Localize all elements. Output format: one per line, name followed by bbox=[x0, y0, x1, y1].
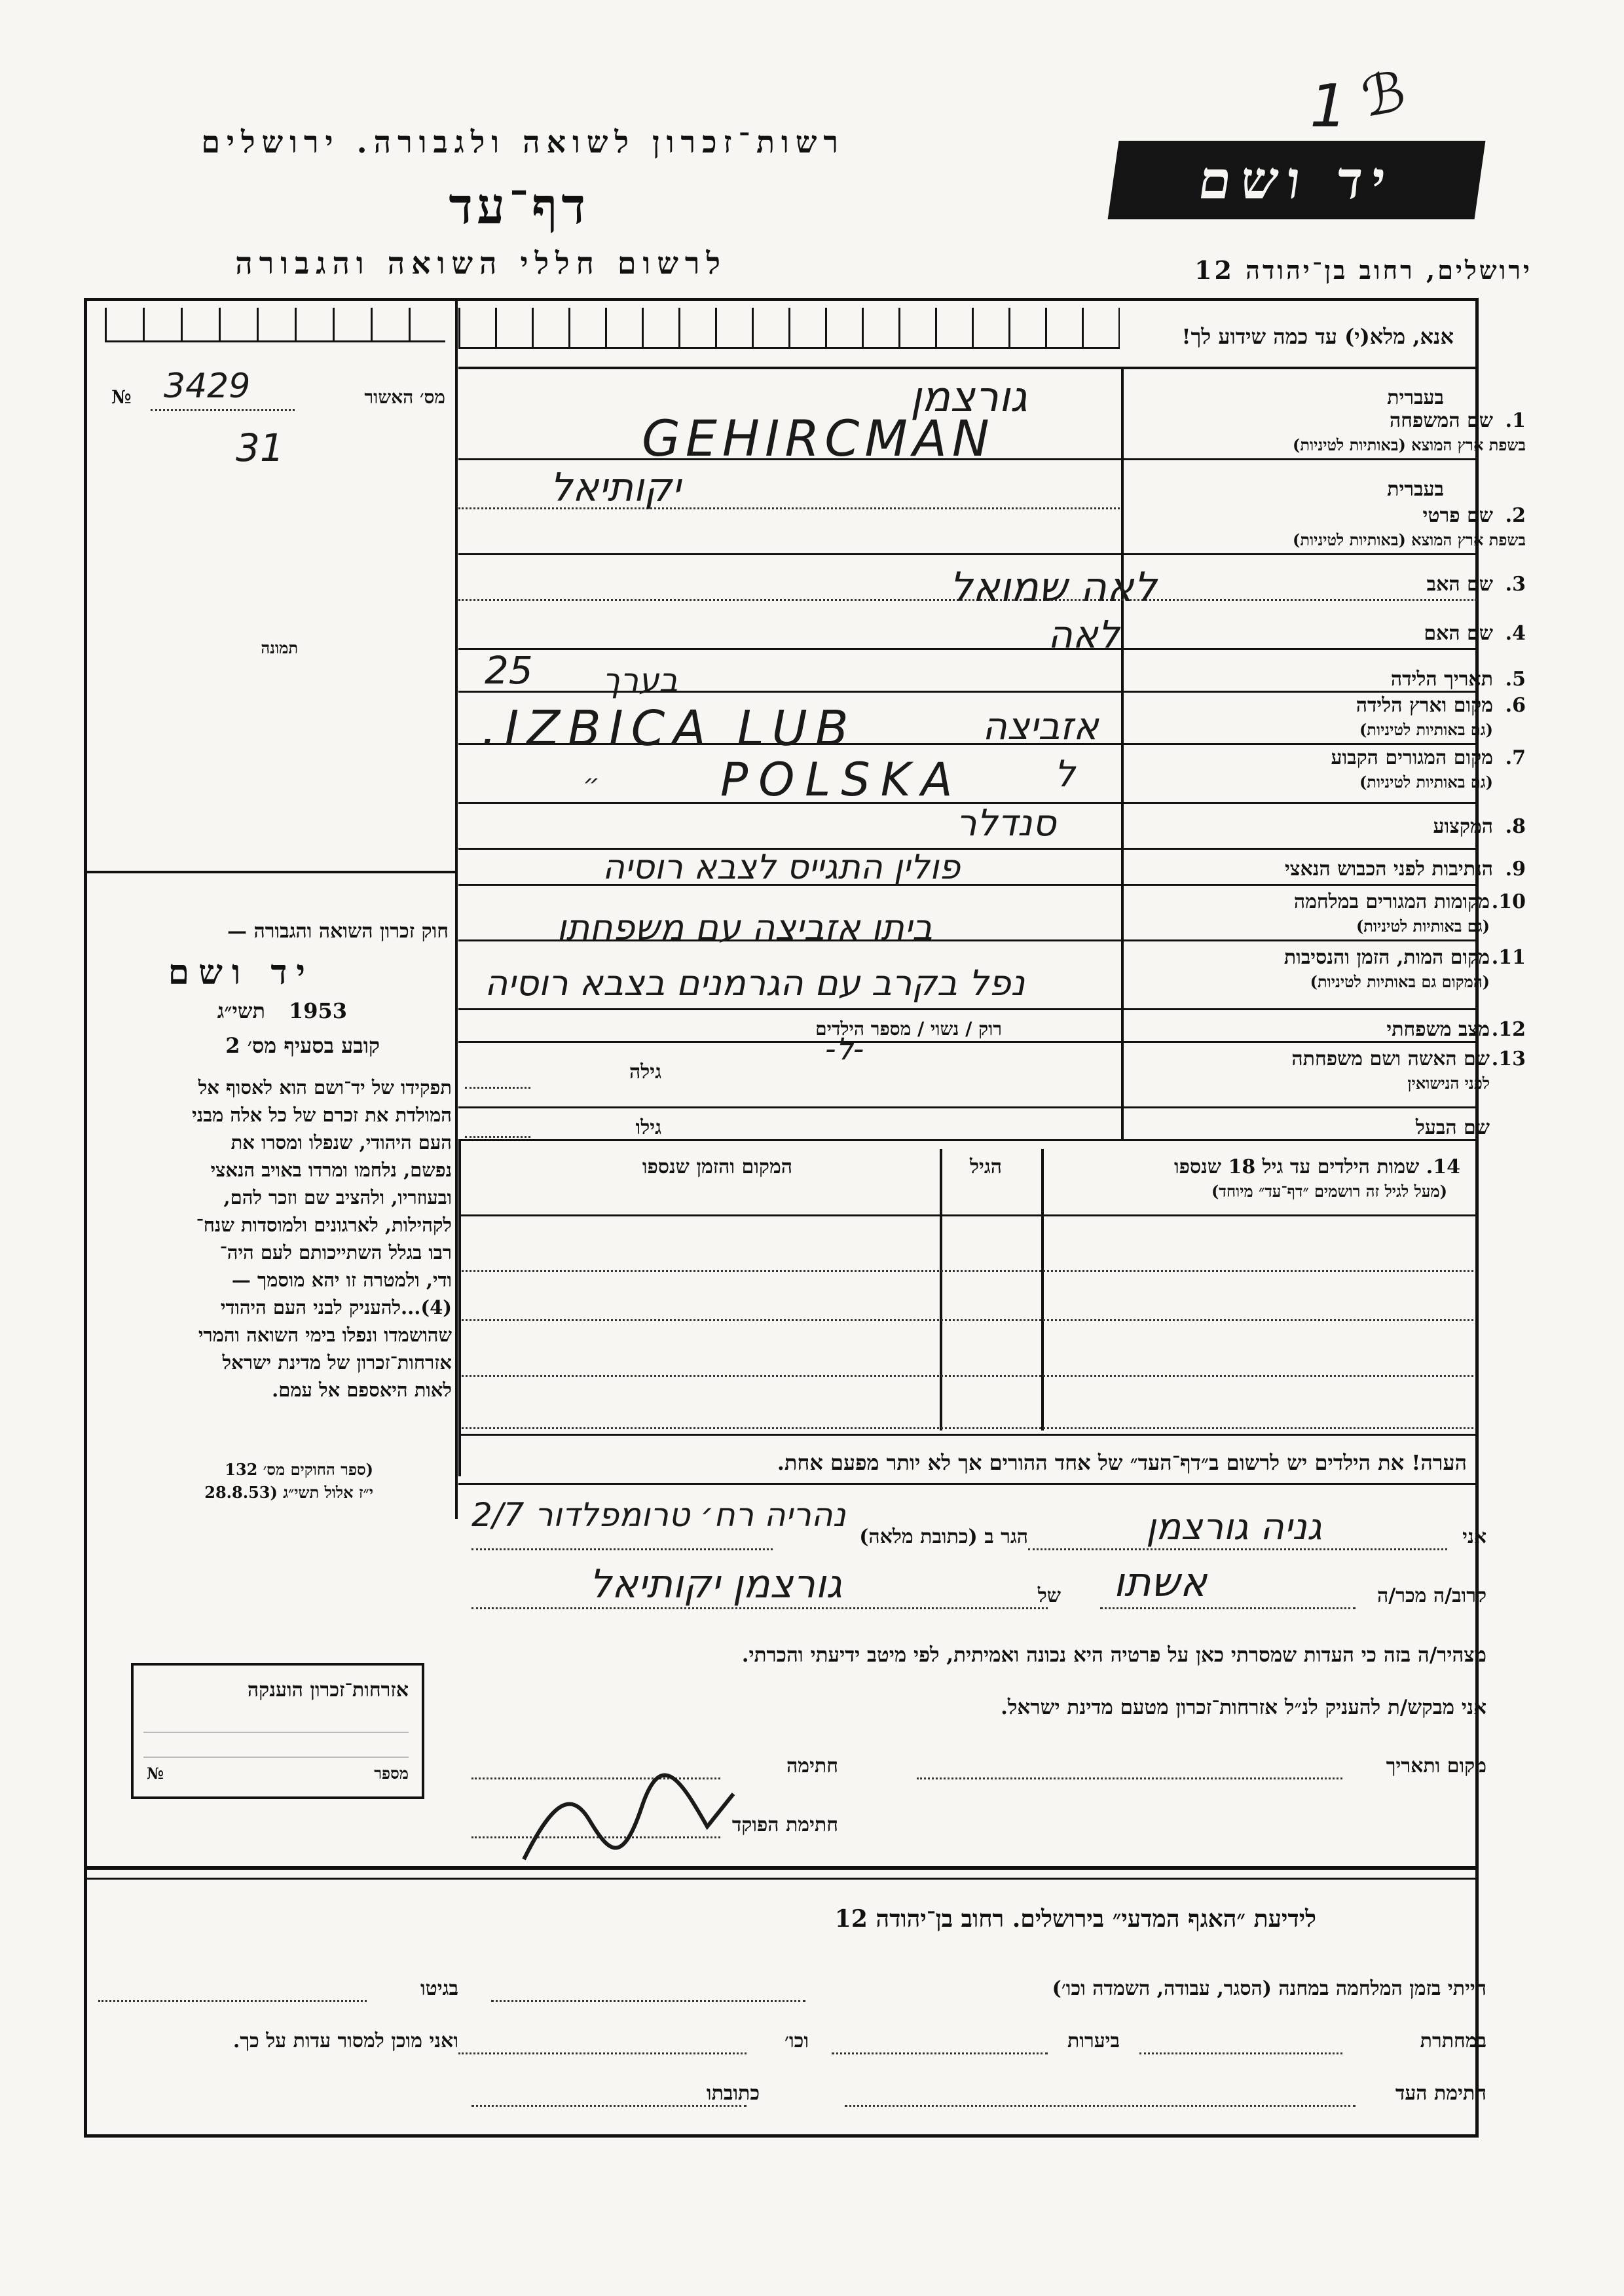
hw-father: לאה שמואל bbox=[950, 563, 1157, 611]
table-col-place: המקום והזמן שנספו bbox=[642, 1156, 792, 1178]
decl-place-dots bbox=[917, 1777, 1342, 1779]
cert-number-sub: 31 bbox=[236, 426, 284, 470]
law-line: לאות היאספם אל עמם. bbox=[272, 1379, 452, 1401]
hw-birth-day: 25 bbox=[485, 648, 533, 693]
table-left bbox=[458, 1139, 461, 1476]
form-subtitle: לרשום חללי השואה והגבורה bbox=[235, 246, 727, 281]
law-ref-2: י״ז אלול תשי״ג (28.8.53 bbox=[204, 1483, 373, 1502]
age-label-2: גילו bbox=[635, 1116, 661, 1139]
field-7-num: 7. bbox=[1505, 746, 1526, 769]
cert-no-dots bbox=[151, 409, 295, 411]
field-3-num: 3. bbox=[1505, 573, 1526, 596]
citizenship-box-no: מספר bbox=[374, 1764, 409, 1783]
hw-birth-approx: בערך bbox=[602, 661, 678, 699]
header-address: ירושלים, רחוב בן־יהודה 12 bbox=[1194, 255, 1532, 285]
field-1-label: שם המשפחה bbox=[1389, 409, 1493, 432]
age-dots-2 bbox=[465, 1136, 530, 1138]
law-line: רבו בגלל השתייכותם לעם היה־ bbox=[219, 1241, 452, 1264]
hw-death: נפל בקרב עם הגרמנים בצבא רוסיה bbox=[485, 962, 1025, 1004]
bottom-title: לידיעת ״האגף המדעי״ בירושלים. רחוב בן־יהודה 12 bbox=[834, 1905, 1316, 1933]
field-8-label: המקצוע bbox=[1433, 815, 1493, 838]
law-line: תפקידו של יד־ושם הוא לאסוף אל bbox=[198, 1076, 452, 1099]
table-col-names-sub: (מעל לגיל זה רושמים ״דף־עד״ מיוחד) bbox=[1211, 1182, 1447, 1201]
intro-divider bbox=[458, 367, 1477, 369]
age-label-1: גילה bbox=[629, 1061, 661, 1084]
law-text bbox=[85, 1074, 452, 1404]
row-sep bbox=[458, 1106, 1477, 1108]
bottom-line1-dots bbox=[491, 2000, 805, 2002]
frame-top bbox=[84, 298, 1479, 301]
field-9-label: הנתיבות לפני הכבוש הנאצי bbox=[1284, 858, 1493, 881]
field-12-num: 12. bbox=[1491, 1018, 1526, 1041]
law-line: (4)...להעניק לבני העם היהודי bbox=[220, 1296, 452, 1319]
law-line: שהושמדו ונפלו בימי השואה והמרי bbox=[198, 1324, 452, 1346]
decl-address-label: הגר ב (כתובת מלאה) bbox=[859, 1525, 1028, 1548]
bottom-line1a: הייתי בזמן המלחמה במחנה (הסגר, עבודה, השמדה וכו׳) bbox=[1052, 1977, 1486, 2000]
table-row-dots bbox=[462, 1319, 1473, 1321]
row-sep bbox=[458, 1139, 1477, 1141]
frame-bottom bbox=[84, 2134, 1479, 2138]
field-1-tag: בעברית bbox=[1387, 386, 1444, 409]
bottom-underground-dots bbox=[1139, 2052, 1342, 2054]
decl-address-dots bbox=[471, 1548, 773, 1550]
hw-war-places: ביתו אזביצה עם משפחתו bbox=[557, 907, 933, 948]
field-5-num: 5. bbox=[1505, 668, 1526, 691]
table-col-age: הגיל bbox=[969, 1156, 1002, 1178]
citizenship-box-sign: № bbox=[147, 1764, 164, 1783]
bottom-address-dots bbox=[471, 2105, 747, 2107]
field-7-sub: (גם באותיות לטיניות) bbox=[1359, 773, 1493, 792]
hw-residence-mark2: ״ bbox=[583, 769, 600, 799]
law-year: 1953 bbox=[288, 998, 347, 1023]
cert-no-label: מס׳ האשור bbox=[364, 386, 445, 408]
hw-surname-he: גורצמן bbox=[910, 373, 1027, 422]
table-row-dots bbox=[462, 1375, 1473, 1377]
photo-label: תמונה bbox=[261, 638, 298, 657]
field-6-label: מקום וארץ הלידה bbox=[1356, 694, 1493, 717]
bottom-line2b: ביערות bbox=[1067, 2030, 1120, 2052]
field-11-label: מקום המות, הזמן והנסיבות bbox=[1283, 946, 1490, 969]
hw-surname-latin: GEHIRCMAN bbox=[642, 409, 995, 467]
row-sep bbox=[458, 1041, 1477, 1043]
cert-ticks bbox=[105, 308, 445, 342]
authority-title: רשות־זכרון לשואה ולגבורה. ירושלים bbox=[201, 124, 845, 160]
row-sep bbox=[458, 1008, 1477, 1010]
field-6-num: 6. bbox=[1505, 694, 1526, 717]
table-bottom bbox=[458, 1434, 1477, 1436]
bottom-line3b: כתובתו bbox=[706, 2082, 760, 2105]
decl-statement: מצהיר/ה בזה כי העדות שמסרתי כאן על פרטיה היא נכונה ואמיתית, לפי מיטב ידיעתי והכרתי. bbox=[741, 1643, 1486, 1667]
field-11-num: 11. bbox=[1491, 946, 1526, 969]
labels-divider bbox=[1121, 367, 1124, 1139]
law-line: אזרחות־זכרון של מדינת ישראל bbox=[222, 1351, 452, 1374]
hw-profession: סנדלר bbox=[956, 802, 1056, 845]
bottom-ghetto-dots bbox=[98, 2000, 367, 2002]
children-note: הערה! את הילדים יש לרשום ב״דף־העד״ של אחד ההורים אך לא יותר מפעם אחת. bbox=[777, 1450, 1467, 1475]
hw-declarant-addr: נהריה רח׳ טרומפלדור 2/7 bbox=[471, 1496, 846, 1534]
table-col-2 bbox=[1041, 1149, 1044, 1430]
citizenship-box-lines bbox=[143, 1708, 409, 1760]
field-13-num: 13. bbox=[1491, 1048, 1526, 1070]
age-dots-1 bbox=[465, 1087, 530, 1089]
field-11-sub: (המקום גם באותיות לטיניות) bbox=[1310, 972, 1490, 991]
corner-mark: 1 bbox=[1310, 72, 1348, 141]
left-photo-bottom bbox=[84, 871, 457, 873]
bottom-line3a: חתימת העד bbox=[1395, 2082, 1486, 2105]
decl-of-dots bbox=[471, 1607, 1048, 1609]
table-col-1 bbox=[940, 1149, 942, 1430]
law-line: המולדת את זכרם של כל אלה מבני bbox=[192, 1104, 452, 1126]
field-2-tag: בעברית bbox=[1387, 478, 1444, 501]
field-2-num: 2. bbox=[1505, 504, 1526, 527]
top-ticks bbox=[458, 308, 1120, 349]
citizenship-box bbox=[131, 1663, 424, 1799]
bottom-witness-dots bbox=[845, 2105, 1356, 2107]
logo bbox=[1108, 141, 1486, 219]
table-row-dots bbox=[462, 1270, 1473, 1272]
children-row-label: רוק / נשוי / מספר הילדים bbox=[815, 1018, 1002, 1040]
hw-birth-place-he: אזביצה bbox=[982, 704, 1099, 748]
hw-pre-war: פולין התגייס לצבא רוסיה bbox=[602, 848, 961, 887]
decl-officer-signature: חתימת הפוקד bbox=[731, 1813, 838, 1836]
hw-family-status: -ל- bbox=[825, 1031, 864, 1066]
field-13-label: שם האשה ושם משפחתה bbox=[1291, 1048, 1490, 1070]
field-3-label: שם האב bbox=[1426, 573, 1493, 596]
field-2-label: שם פרטי bbox=[1422, 504, 1493, 527]
table-col-names: 14. שמות הילדים עד גיל 18 שנספו bbox=[1173, 1156, 1460, 1178]
decl-name-dots bbox=[1028, 1548, 1447, 1550]
hw-relation-of: גורצמן יקותיאל bbox=[589, 1561, 843, 1607]
bottom-sep-2 bbox=[85, 1878, 1477, 1880]
officer-signature-scribble bbox=[511, 1768, 747, 1872]
law-line: ודי, ולמטרה זו יהא מוסמך — bbox=[231, 1269, 452, 1291]
left-column-divider bbox=[455, 301, 458, 1519]
field-13-sub: לפני הנישואין bbox=[1407, 1074, 1490, 1093]
law-year-he: תשי״ג bbox=[217, 998, 265, 1023]
field-5-label: תאריך הלידה bbox=[1390, 668, 1493, 691]
field-10-sub: (גם באותיות לטיניות) bbox=[1356, 917, 1490, 936]
hw-birth-place-latin: IZBICA LUB. bbox=[481, 701, 857, 757]
field-husband-label: שם הבעל bbox=[1415, 1116, 1490, 1139]
corner-scribble: ℬ bbox=[1356, 59, 1411, 130]
cert-number: 3429 bbox=[164, 367, 251, 406]
decl-relation-dots bbox=[1100, 1607, 1356, 1609]
logo-text: יד ושם bbox=[1194, 149, 1399, 211]
bottom-etc-dots bbox=[458, 2052, 747, 2054]
decl-place-date: מקום ותאריך bbox=[1386, 1755, 1486, 1777]
bottom-line1b: בגיטו bbox=[420, 1977, 458, 2000]
law-line: ובעוזריו, ולהציב שם וזכר להם, bbox=[223, 1186, 452, 1209]
field-10-num: 10. bbox=[1491, 890, 1526, 913]
law-clause: קובע בסעיף מס׳ 2 bbox=[225, 1033, 380, 1058]
hw-residence-mark: ל bbox=[1054, 753, 1075, 795]
table-row-dots bbox=[462, 1427, 1473, 1429]
hw-mother: לאה bbox=[1048, 612, 1120, 657]
table-header-sep bbox=[458, 1214, 1477, 1216]
field-1-sub: בשפת ארץ המוצא (באותיות לטיניות) bbox=[1293, 435, 1526, 454]
bottom-sep-1 bbox=[85, 1866, 1477, 1870]
decl-relation-label: קרוב/ה מכר/ה bbox=[1377, 1584, 1486, 1607]
law-name: יד ושם bbox=[168, 953, 314, 993]
field-9-num: 9. bbox=[1505, 858, 1526, 881]
field-1-num: 1. bbox=[1505, 409, 1526, 432]
intro-text: אנא, מלא(י) עד כמה שידוע לך! bbox=[1181, 324, 1454, 349]
field-7-label: מקום המגורים הקבוע bbox=[1331, 746, 1493, 769]
field-12-label: מצב משפחתי bbox=[1386, 1018, 1490, 1041]
cert-no-sign: № bbox=[111, 386, 132, 408]
note-bottom bbox=[458, 1483, 1477, 1485]
field-4-num: 4. bbox=[1505, 622, 1526, 645]
law-title: חוק זכרון השואה והגבורה — bbox=[227, 920, 449, 943]
field-8-num: 8. bbox=[1505, 815, 1526, 838]
field-4-label: שם האם bbox=[1424, 622, 1493, 645]
form-title: דף־עד bbox=[449, 177, 589, 235]
citizenship-box-title: אזרחות־זכרון הוענקה bbox=[247, 1679, 409, 1702]
field-2-sub: בשפת ארץ המוצא (באותיות לטיניות) bbox=[1293, 530, 1526, 549]
hw-declarant-name: גניה גורצמן bbox=[1146, 1506, 1322, 1548]
decl-request: אני מבקש/ת להעניק לנ״ל אזרחות־זכרון מטעם מדינת ישראל. bbox=[1001, 1696, 1486, 1719]
law-line: העם היהודי, שנפלו ומסרו את bbox=[231, 1131, 452, 1154]
row-sep bbox=[458, 553, 1477, 555]
row-sep bbox=[458, 648, 1477, 650]
bottom-line2d: ואני מוכן למסור עדות על כך. bbox=[232, 2030, 458, 2052]
bottom-forests-dots bbox=[832, 2052, 1048, 2054]
law-line: לקהילות, לארגונים ולמוסדות שנח־ bbox=[196, 1214, 452, 1236]
law-line: נפשם, נלחמו ומרדו באויב הנאצי bbox=[210, 1159, 452, 1181]
law-ref-1: (ספר החוקים מס׳ 132 bbox=[225, 1460, 373, 1479]
hw-relation: אשתו bbox=[1113, 1558, 1208, 1606]
field-6-sub: (גם באותיות לטיניות) bbox=[1359, 720, 1493, 739]
bottom-line2a: במחתרת bbox=[1420, 2030, 1486, 2052]
hw-residence-latin: POLSKA bbox=[720, 753, 963, 807]
bottom-line2c: וכו׳ bbox=[784, 2030, 809, 2052]
decl-prefix: אני bbox=[1462, 1525, 1486, 1548]
hw-firstname-he: יקותיאל bbox=[550, 465, 681, 511]
decl-signature: חתימה bbox=[786, 1755, 838, 1777]
decl-of-label: של bbox=[1037, 1584, 1061, 1607]
field-10-label: מקומות המגורים במלחמה bbox=[1293, 890, 1490, 913]
